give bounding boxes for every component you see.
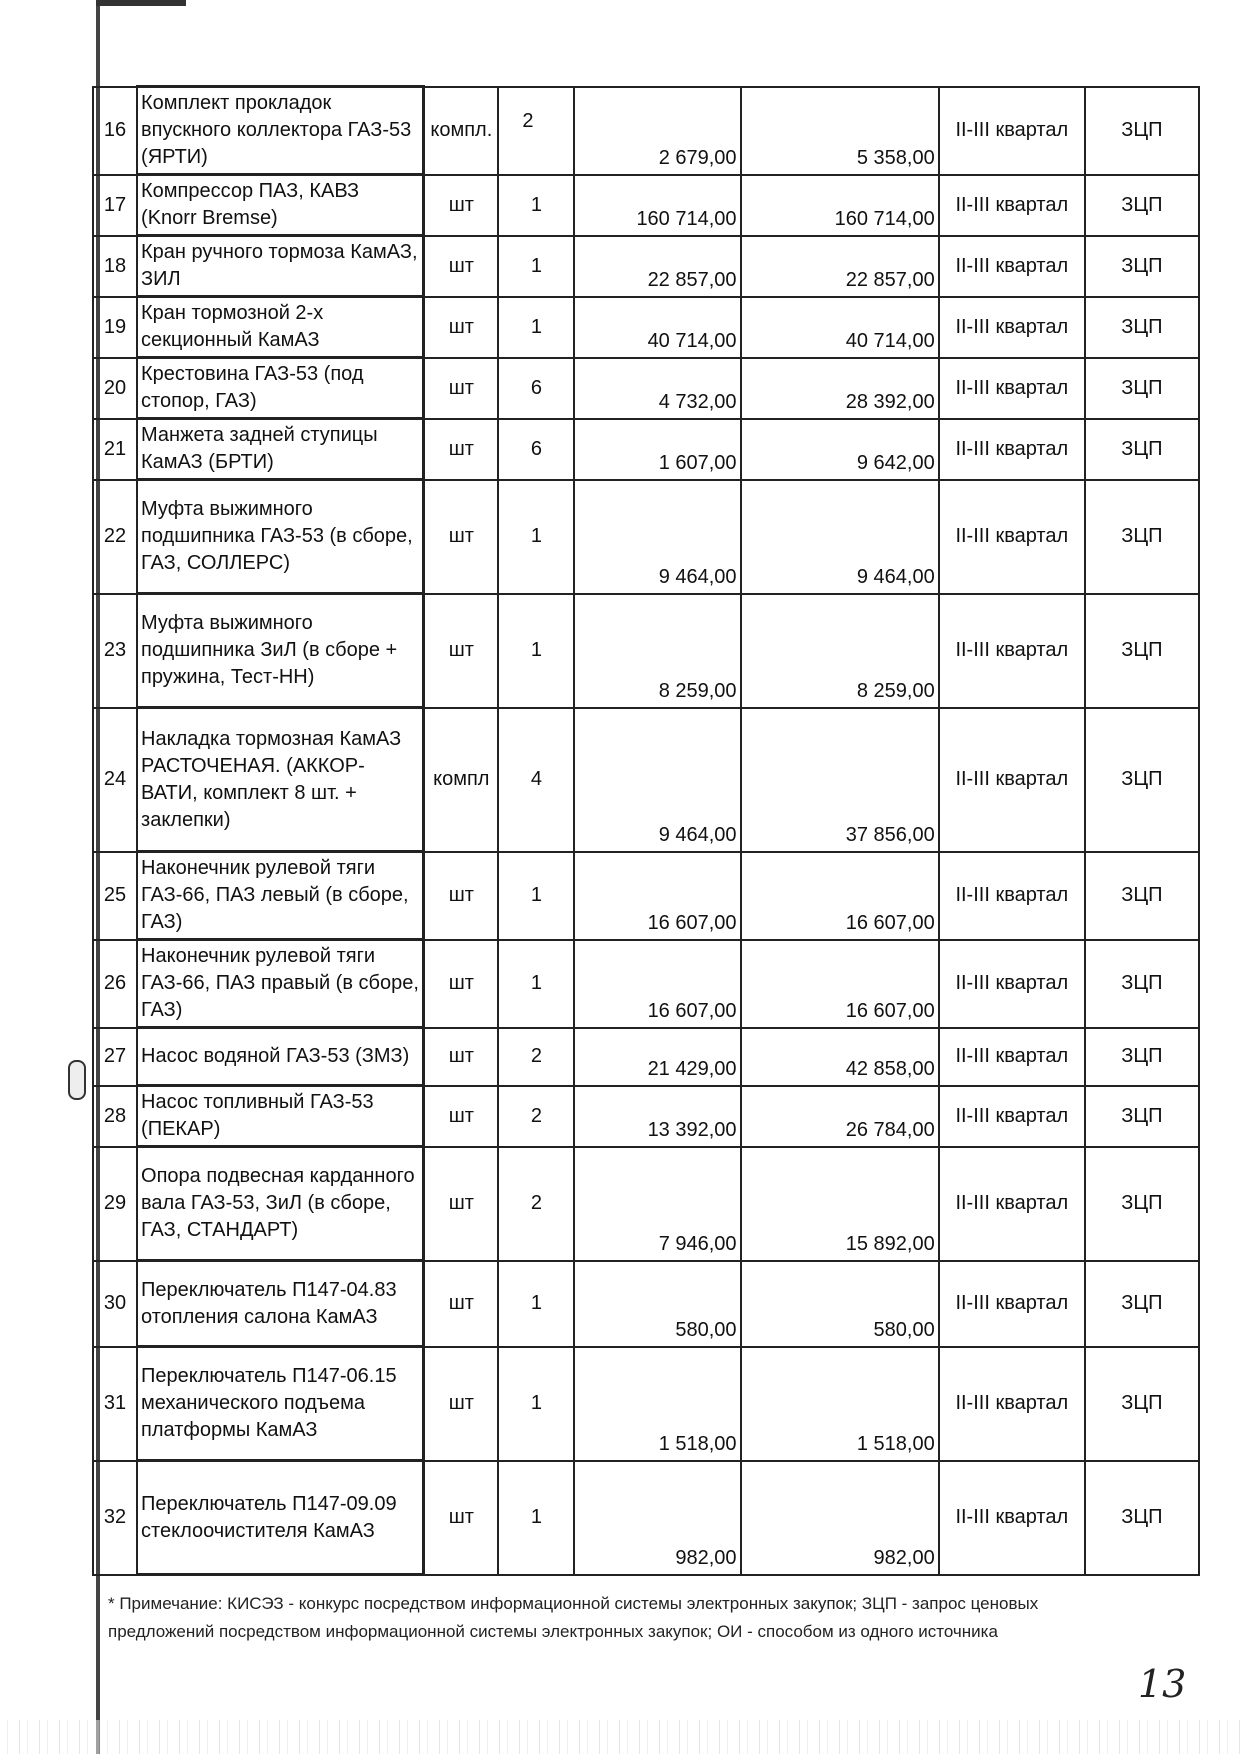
footnote: * Примечание: КИСЭЗ - конкурс посредством информационной системы электронных закупок; ЗЦП - запрос ценовых предложений посредством информационной системы электронных закупок; ОИ - способом из одного источника xyxy=(108,1594,1039,1641)
row-number: 29 xyxy=(93,1147,137,1261)
item-qty: 1 xyxy=(498,940,574,1028)
item-period: II-III квартал xyxy=(939,358,1085,419)
item-method: ЗЦП xyxy=(1085,1461,1199,1575)
item-sum: 1 518,00 xyxy=(741,1347,939,1461)
item-name: Переключатель П147-04.83 отопления салона КамАЗ xyxy=(137,1261,424,1347)
item-period: II-III квартал xyxy=(939,236,1085,297)
table-row xyxy=(93,1147,1199,1261)
row-number: 25 xyxy=(93,852,137,940)
item-sum: 16 607,00 xyxy=(741,852,939,940)
row-number: 31 xyxy=(93,1347,137,1461)
item-unit: шт xyxy=(424,1086,499,1147)
item-method: ЗЦП xyxy=(1085,1347,1199,1461)
row-number: 20 xyxy=(93,358,137,419)
item-method: ЗЦП xyxy=(1085,358,1199,419)
item-method: ЗЦП xyxy=(1085,1028,1199,1086)
item-method: ЗЦП xyxy=(1085,297,1199,358)
item-qty: 6 xyxy=(498,358,574,419)
scan-noise-bottom xyxy=(0,1720,1240,1754)
row-number: 24 xyxy=(93,708,137,852)
item-unit: шт xyxy=(424,940,499,1028)
item-unit: шт xyxy=(424,480,499,594)
table-row xyxy=(93,1347,1199,1461)
item-name: Манжета задней ступицы КамАЗ (БРТИ) xyxy=(137,419,424,480)
item-name: Накладка тормозная КамАЗ РАСТОЧЕНАЯ. (АККОР-ВАТИ, комплект 8 шт. + заклепки) xyxy=(137,708,424,852)
table-row xyxy=(93,236,1199,297)
item-qty: 1 xyxy=(498,236,574,297)
item-name: Кран ручного тормоза КамАЗ, ЗИЛ xyxy=(137,236,424,297)
item-period: II-III квартал xyxy=(939,1261,1085,1347)
table-row xyxy=(93,419,1199,480)
item-period: II-III квартал xyxy=(939,480,1085,594)
item-unit: шт xyxy=(424,175,499,236)
item-method: ЗЦП xyxy=(1085,480,1199,594)
item-sum: 26 784,00 xyxy=(741,1086,939,1147)
item-price: 16 607,00 xyxy=(574,852,740,940)
item-unit: компл. xyxy=(424,87,499,175)
item-sum: 9 642,00 xyxy=(741,419,939,480)
item-sum: 42 858,00 xyxy=(741,1028,939,1086)
item-price: 9 464,00 xyxy=(574,480,740,594)
table-row xyxy=(93,1028,1199,1086)
item-qty: 1 xyxy=(498,1347,574,1461)
items-table xyxy=(92,85,1200,1576)
item-name: Муфта выжимного подшипника ЗиЛ (в сборе + пружина, Тест-НН) xyxy=(137,594,424,708)
item-qty: 1 xyxy=(498,480,574,594)
item-name: Компрессор ПАЗ, КАВЗ (Knorr Bremse) xyxy=(137,175,424,236)
item-name: Наконечник рулевой тяги ГАЗ-66, ПАЗ левый (в сборе, ГАЗ) xyxy=(137,852,424,940)
item-price: 9 464,00 xyxy=(574,708,740,852)
item-name: Крестовина ГАЗ-53 (под стопор, ГАЗ) xyxy=(137,358,424,419)
item-qty: 1 xyxy=(498,1461,574,1575)
table-row xyxy=(93,1086,1199,1147)
item-sum: 28 392,00 xyxy=(741,358,939,419)
row-number: 27 xyxy=(93,1028,137,1086)
row-number: 32 xyxy=(93,1461,137,1575)
row-number: 26 xyxy=(93,940,137,1028)
item-price: 7 946,00 xyxy=(574,1147,740,1261)
item-price: 21 429,00 xyxy=(574,1028,740,1086)
item-sum: 9 464,00 xyxy=(741,480,939,594)
table-row xyxy=(93,480,1199,594)
item-period: II-III квартал xyxy=(939,594,1085,708)
item-method: ЗЦП xyxy=(1085,852,1199,940)
item-unit: шт xyxy=(424,358,499,419)
item-period: II-III квартал xyxy=(939,87,1085,175)
item-unit: шт xyxy=(424,236,499,297)
item-qty: 1 xyxy=(498,297,574,358)
item-price: 40 714,00 xyxy=(574,297,740,358)
item-period: II-III квартал xyxy=(939,708,1085,852)
row-number: 30 xyxy=(93,1261,137,1347)
item-method: ЗЦП xyxy=(1085,594,1199,708)
item-method: ЗЦП xyxy=(1085,87,1199,175)
item-qty: 2 xyxy=(498,1028,574,1086)
item-unit: шт xyxy=(424,1461,499,1575)
item-method: ЗЦП xyxy=(1085,940,1199,1028)
item-qty: 2 xyxy=(498,1086,574,1147)
item-period: II-III квартал xyxy=(939,1147,1085,1261)
item-unit: шт xyxy=(424,1147,499,1261)
item-name: Опора подвесная карданного вала ГАЗ-53, ЗиЛ (в сборе, ГАЗ, СТАНДАРТ) xyxy=(137,1147,424,1261)
item-qty xyxy=(498,87,574,175)
item-unit: шт xyxy=(424,1028,499,1086)
item-qty: 1 xyxy=(498,594,574,708)
item-method: ЗЦП xyxy=(1085,1086,1199,1147)
item-period: II-III квартал xyxy=(939,940,1085,1028)
row-number: 22 xyxy=(93,480,137,594)
item-period: II-III квартал xyxy=(939,419,1085,480)
item-qty: 1 xyxy=(498,1261,574,1347)
row-number: 16 xyxy=(93,87,137,175)
item-unit: шт xyxy=(424,1261,499,1347)
item-price: 22 857,00 xyxy=(574,236,740,297)
item-method: ЗЦП xyxy=(1085,708,1199,852)
item-qty: 6 xyxy=(498,419,574,480)
item-qty: 2 xyxy=(498,1147,574,1261)
binder-hole xyxy=(68,1060,86,1100)
table-row xyxy=(93,852,1199,940)
item-unit: шт xyxy=(424,419,499,480)
item-price: 1 607,00 xyxy=(574,419,740,480)
item-period: II-III квартал xyxy=(939,175,1085,236)
item-price: 160 714,00 xyxy=(574,175,740,236)
item-price: 580,00 xyxy=(574,1261,740,1347)
item-price: 13 392,00 xyxy=(574,1086,740,1147)
item-name: Переключатель П147-09.09 стеклоочистителя КамАЗ xyxy=(137,1461,424,1575)
item-unit: шт xyxy=(424,297,499,358)
table-row xyxy=(93,358,1199,419)
item-name: Насос топливный ГАЗ-53 (ПЕКАР) xyxy=(137,1086,424,1147)
item-sum: 160 714,00 xyxy=(741,175,939,236)
row-number: 21 xyxy=(93,419,137,480)
item-price: 16 607,00 xyxy=(574,940,740,1028)
item-name: Муфта выжимного подшипника ГАЗ-53 (в сборе, ГАЗ, СОЛЛЕРС) xyxy=(137,480,424,594)
item-period: II-III квартал xyxy=(939,1347,1085,1461)
table-row xyxy=(93,1461,1199,1575)
item-sum: 40 714,00 xyxy=(741,297,939,358)
table-row xyxy=(93,1261,1199,1347)
item-price: 4 732,00 xyxy=(574,358,740,419)
table-row xyxy=(93,87,1199,175)
table-row xyxy=(93,175,1199,236)
table-row xyxy=(93,708,1199,852)
item-price: 8 259,00 xyxy=(574,594,740,708)
table-row xyxy=(93,297,1199,358)
item-unit: шт xyxy=(424,1347,499,1461)
item-sum: 982,00 xyxy=(741,1461,939,1575)
row-number: 23 xyxy=(93,594,137,708)
item-name: Переключатель П147-06.15 механического подъема платформы КамАЗ xyxy=(137,1347,424,1461)
item-period: II-III квартал xyxy=(939,1461,1085,1575)
item-sum: 580,00 xyxy=(741,1261,939,1347)
item-name: Кран тормозной 2-х секционный КамАЗ xyxy=(137,297,424,358)
item-sum: 8 259,00 xyxy=(741,594,939,708)
item-unit: шт xyxy=(424,852,499,940)
item-name: Насос водяной ГАЗ-53 (ЗМЗ) xyxy=(137,1028,424,1086)
item-name: Комплект прокладок впускного коллектора ГАЗ-53 (ЯРТИ) xyxy=(137,87,424,175)
item-sum: 15 892,00 xyxy=(741,1147,939,1261)
item-period: II-III квартал xyxy=(939,852,1085,940)
item-method: ЗЦП xyxy=(1085,419,1199,480)
item-price: 982,00 xyxy=(574,1461,740,1575)
item-sum: 37 856,00 xyxy=(741,708,939,852)
row-number: 19 xyxy=(93,297,137,358)
item-unit: шт xyxy=(424,594,499,708)
item-sum: 22 857,00 xyxy=(741,236,939,297)
item-method: ЗЦП xyxy=(1085,1147,1199,1261)
page-number: 13 xyxy=(1138,1662,1187,1706)
item-method: ЗЦП xyxy=(1085,236,1199,297)
row-number: 18 xyxy=(93,236,137,297)
item-sum: 5 358,00 xyxy=(741,87,939,175)
table-row xyxy=(93,940,1199,1028)
item-price: 1 518,00 xyxy=(574,1347,740,1461)
item-sum: 16 607,00 xyxy=(741,940,939,1028)
items-table-body xyxy=(93,87,1199,1575)
item-method: ЗЦП xyxy=(1085,175,1199,236)
item-qty: 1 xyxy=(498,175,574,236)
item-qty: 4 xyxy=(498,708,574,852)
item-period: II-III квартал xyxy=(939,297,1085,358)
item-unit: компл xyxy=(424,708,499,852)
item-period: II-III квартал xyxy=(939,1086,1085,1147)
item-qty-value: 2 xyxy=(522,110,534,132)
item-qty: 1 xyxy=(498,852,574,940)
row-number: 17 xyxy=(93,175,137,236)
item-price: 2 679,00 xyxy=(574,87,740,175)
item-period: II-III квартал xyxy=(939,1028,1085,1086)
row-number: 28 xyxy=(93,1086,137,1147)
table-row xyxy=(93,594,1199,708)
item-method: ЗЦП xyxy=(1085,1261,1199,1347)
scan-edge-top xyxy=(96,0,186,6)
item-name: Наконечник рулевой тяги ГАЗ-66, ПАЗ правый (в сборе, ГАЗ) xyxy=(137,940,424,1028)
